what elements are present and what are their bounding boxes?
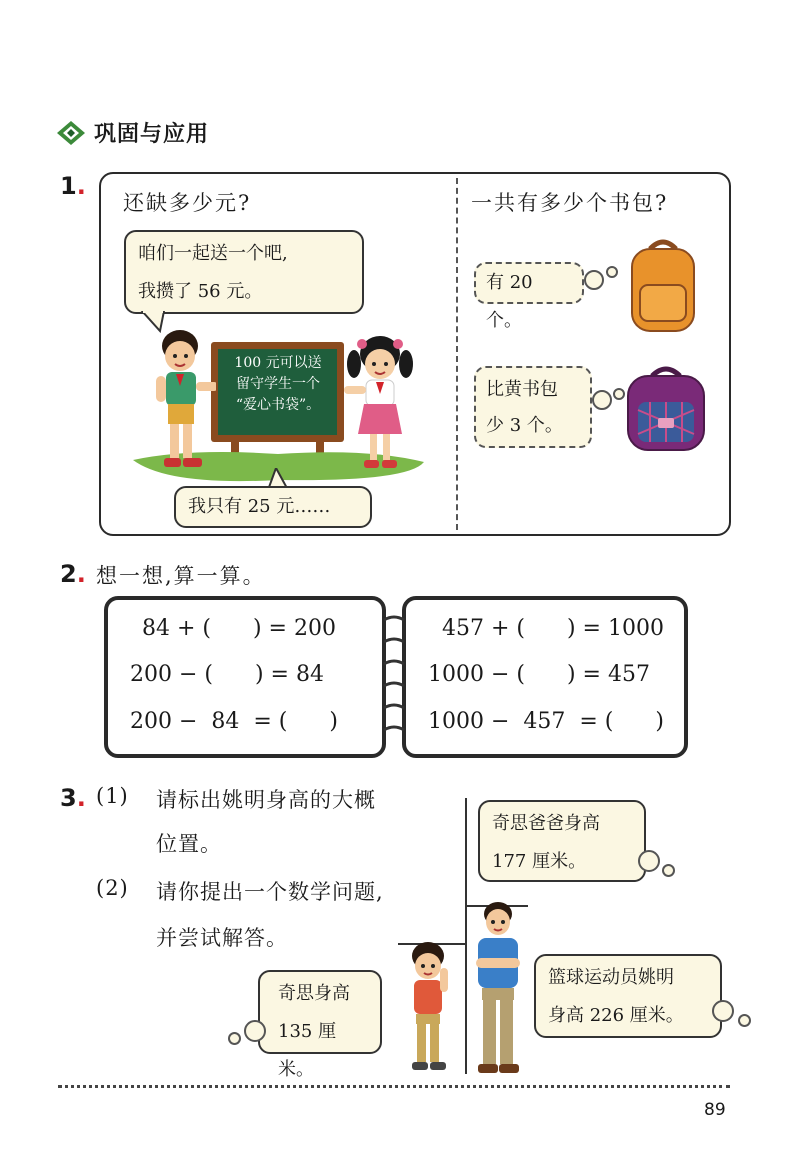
qisi-height-bubble xyxy=(258,970,382,1080)
thought-circle xyxy=(738,1014,751,1027)
part-1-label: (1) xyxy=(96,784,129,808)
girl-speech-bubble xyxy=(174,486,372,528)
thought-bubble-yellow-bag xyxy=(474,262,584,331)
thought-circle xyxy=(244,1020,266,1042)
thought-bubble-purple-bag xyxy=(474,366,592,448)
problem-1-left-question: 还缺多少元? xyxy=(123,191,252,215)
thought-circle xyxy=(606,266,618,278)
yao-ming-height-line-1: 篮球运动员姚明 xyxy=(548,967,674,988)
dad-height-line-1: 奇思爸爸身高 xyxy=(492,813,600,834)
qisi-height-line-2: 135 厘米。 xyxy=(278,1021,337,1080)
equation-right-1: 457 + ( ) = 1000 xyxy=(442,616,664,641)
thought-circle xyxy=(638,850,660,872)
section-diamond-icon xyxy=(56,120,86,146)
problem-3-number: 3. xyxy=(60,784,86,812)
part-1-line-2: 位置。 xyxy=(156,832,222,856)
girl-illustration xyxy=(340,330,420,475)
purple-backpack-icon xyxy=(620,362,712,456)
boy-illustration xyxy=(148,326,216,476)
orange-backpack-icon xyxy=(622,235,704,335)
problem-2-number: 2. xyxy=(60,560,86,588)
girl-speech-text: 我只有 25 元…… xyxy=(188,496,331,517)
thought-circle xyxy=(662,864,675,877)
binder-rings xyxy=(380,612,408,744)
dad-illustration xyxy=(466,900,530,1076)
problem-1-divider xyxy=(456,178,458,530)
equation-left-1: 84 + ( ) = 200 xyxy=(142,616,336,641)
qisi-height-line-1: 奇思身高 xyxy=(278,983,350,1004)
part-2-label: (2) xyxy=(96,876,129,900)
thought-circle xyxy=(228,1032,241,1045)
thought-bubble-yellow-bag-text: 有 20 个。 xyxy=(486,272,533,331)
thought-bubble-purple-bag-line-1: 比黄书包 xyxy=(486,379,558,400)
equation-right-2: 1000 − ( ) = 457 xyxy=(428,662,650,687)
part-1-line-1: 请标出姚明身高的大概 xyxy=(156,788,376,812)
boy-speech-line-2: 我攒了 56 元。 xyxy=(138,281,263,302)
yao-ming-height-bubble xyxy=(534,954,722,1038)
problem-2-instruction: 想一想,算一算。 xyxy=(96,564,266,588)
section-title: 巩固与应用 xyxy=(94,122,210,147)
dad-height-bubble xyxy=(478,800,646,882)
thought-circle xyxy=(592,390,612,410)
equation-left-3: 200 − 84 = ( ) xyxy=(130,709,338,734)
part-2-line-1: 请你提出一个数学问题, xyxy=(156,880,384,904)
boy-speech-bubble xyxy=(124,230,364,314)
yao-ming-height-line-2: 身高 226 厘米。 xyxy=(548,1005,684,1026)
chalkboard-line-1: 100 元可以送 xyxy=(234,355,322,371)
problem-1-number: 1. xyxy=(60,172,86,200)
chalkboard-line-2: 留守学生一个 xyxy=(236,376,320,392)
qisi-illustration xyxy=(400,940,458,1074)
equation-left-2: 200 − ( ) = 84 xyxy=(130,662,324,687)
chalkboard-line-3: “爱心书袋”。 xyxy=(235,397,321,413)
chalkboard-text xyxy=(222,353,334,416)
dad-height-line-2: 177 厘米。 xyxy=(492,851,587,872)
thought-circle xyxy=(712,1000,734,1022)
page-number: 89 xyxy=(704,1100,726,1120)
part-2-line-2: 并尝试解答。 xyxy=(156,926,288,950)
thought-bubble-purple-bag-line-2: 少 3 个。 xyxy=(486,415,563,436)
thought-circle xyxy=(584,270,604,290)
boy-speech-line-1: 咱们一起送一个吧, xyxy=(138,243,288,264)
problem-1-right-question: 一共有多少个书包? xyxy=(471,191,669,215)
equation-right-3: 1000 − 457 = ( ) xyxy=(428,709,664,734)
footer-divider xyxy=(58,1085,730,1088)
